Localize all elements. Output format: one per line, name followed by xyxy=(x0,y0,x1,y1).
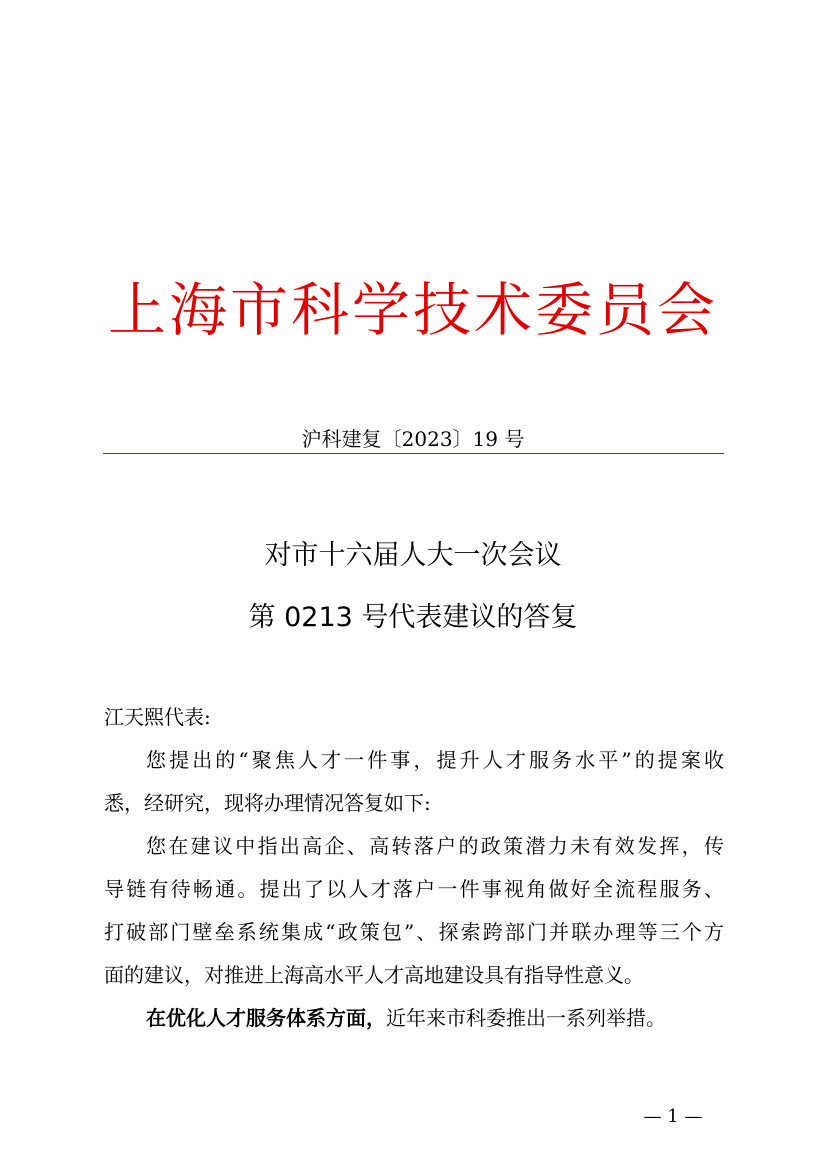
paragraph-2-line-2: 导链有待畅通。提出了以人才落户一件事视角做好全流程服务、 xyxy=(104,877,724,901)
paragraph-3-text: 近年来市科委推出一系列举措。 xyxy=(386,1006,666,1030)
paragraph-1-line-1: 您提出的“聚焦人才一件事，提升人才服务水平”的提案收 xyxy=(146,748,724,772)
document-number: 沪科建复〔2023〕19 号 xyxy=(301,427,525,451)
paragraph-3-line-1 xyxy=(104,1003,724,1033)
document-title-line-2: 第 0213 号代表建议的答复 xyxy=(248,602,578,633)
document-title-line-1: 对市十六届人大一次会议 xyxy=(264,540,562,571)
paragraph-2-line-3: 打破部门壁垒系统集成“政策包”、探索跨部门并联办理等三个方 xyxy=(104,920,724,944)
red-divider-line xyxy=(103,453,724,454)
paragraph-2-line-1: 您在建议中指出高企、高转落户的政策潜力未有效发挥，传 xyxy=(146,834,724,858)
paragraph-3-bold-lead: 在优化人才服务体系方面， xyxy=(146,1006,386,1030)
page-number: — 1 — xyxy=(643,1106,703,1127)
paragraph-2-line-4: 面的建议，对推进上海高水平人才高地建设具有指导性意义。 xyxy=(104,963,644,987)
organization-title: 上海市科学技术委员会 xyxy=(107,276,718,344)
salutation: 江天熙代表: xyxy=(104,705,211,729)
paragraph-1-line-2: 悉，经研究，现将办理情况答复如下: xyxy=(104,791,431,815)
